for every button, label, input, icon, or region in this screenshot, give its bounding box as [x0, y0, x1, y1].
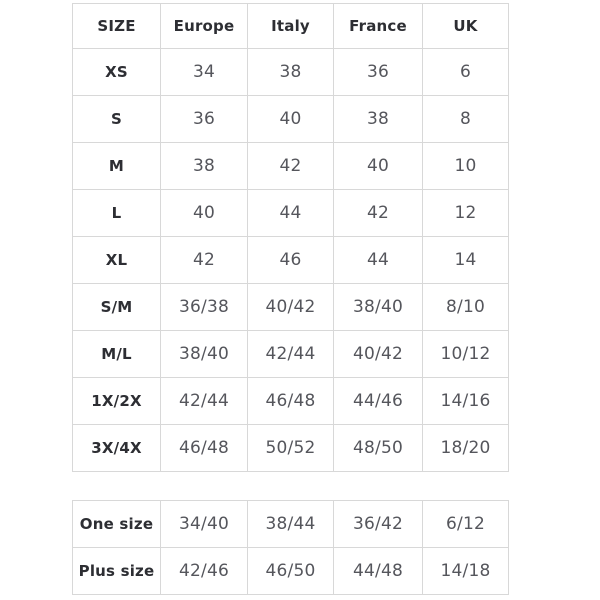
size-label-cell: M/L	[73, 331, 161, 378]
size-label-cell: S/M	[73, 284, 161, 331]
table-row-xl	[73, 237, 509, 284]
value-cell: 42/46	[161, 548, 248, 595]
value-cell: 44	[248, 190, 334, 237]
column-header-italy: Italy	[248, 4, 334, 49]
table-row-1x-2x	[73, 378, 509, 425]
value-cell: 36	[161, 96, 248, 143]
table-row-s	[73, 96, 509, 143]
table-row-s-m	[73, 284, 509, 331]
value-cell: 12	[423, 190, 509, 237]
value-cell: 46/48	[161, 425, 248, 472]
size-label-cell: M	[73, 143, 161, 190]
size-label-cell: XL	[73, 237, 161, 284]
value-cell: 40	[248, 96, 334, 143]
special-sizes-table	[72, 500, 509, 595]
value-cell: 34	[161, 49, 248, 96]
value-cell: 6	[423, 49, 509, 96]
column-header-europe: Europe	[161, 4, 248, 49]
table-row-xs	[73, 49, 509, 96]
table-row-one-size	[73, 501, 509, 548]
value-cell: 40	[334, 143, 423, 190]
value-cell: 36/38	[161, 284, 248, 331]
table-row-m-l	[73, 331, 509, 378]
value-cell: 36	[334, 49, 423, 96]
value-cell: 8	[423, 96, 509, 143]
value-cell: 40/42	[334, 331, 423, 378]
value-cell: 6/12	[423, 501, 509, 548]
value-cell: 44	[334, 237, 423, 284]
size-label-cell: Plus size	[73, 548, 161, 595]
value-cell: 38	[334, 96, 423, 143]
column-header-uk: UK	[423, 4, 509, 49]
value-cell: 10	[423, 143, 509, 190]
table-row-3x-4x	[73, 425, 509, 472]
size-label-cell: 1X/2X	[73, 378, 161, 425]
column-header-france: France	[334, 4, 423, 49]
column-header-size: SIZE	[73, 4, 161, 49]
value-cell: 8/10	[423, 284, 509, 331]
table-row-plus-size	[73, 548, 509, 595]
value-cell: 38/40	[334, 284, 423, 331]
size-label-cell: One size	[73, 501, 161, 548]
value-cell: 38	[248, 49, 334, 96]
size-label-cell: S	[73, 96, 161, 143]
value-cell: 34/40	[161, 501, 248, 548]
value-cell: 42	[334, 190, 423, 237]
value-cell: 40/42	[248, 284, 334, 331]
value-cell: 46	[248, 237, 334, 284]
value-cell: 50/52	[248, 425, 334, 472]
value-cell: 46/50	[248, 548, 334, 595]
size-label-cell: 3X/4X	[73, 425, 161, 472]
table-row-m	[73, 143, 509, 190]
value-cell: 10/12	[423, 331, 509, 378]
value-cell: 42	[248, 143, 334, 190]
value-cell: 38/44	[248, 501, 334, 548]
value-cell: 14/18	[423, 548, 509, 595]
value-cell: 42/44	[161, 378, 248, 425]
value-cell: 18/20	[423, 425, 509, 472]
value-cell: 42/44	[248, 331, 334, 378]
value-cell: 14/16	[423, 378, 509, 425]
value-cell: 46/48	[248, 378, 334, 425]
value-cell: 14	[423, 237, 509, 284]
value-cell: 44/46	[334, 378, 423, 425]
size-label-cell: L	[73, 190, 161, 237]
table-row-l	[73, 190, 509, 237]
value-cell: 40	[161, 190, 248, 237]
value-cell: 36/42	[334, 501, 423, 548]
header-row	[73, 4, 509, 49]
value-cell: 38/40	[161, 331, 248, 378]
value-cell: 44/48	[334, 548, 423, 595]
size-conversion-table	[72, 3, 509, 472]
size-label-cell: XS	[73, 49, 161, 96]
value-cell: 42	[161, 237, 248, 284]
value-cell: 38	[161, 143, 248, 190]
value-cell: 48/50	[334, 425, 423, 472]
